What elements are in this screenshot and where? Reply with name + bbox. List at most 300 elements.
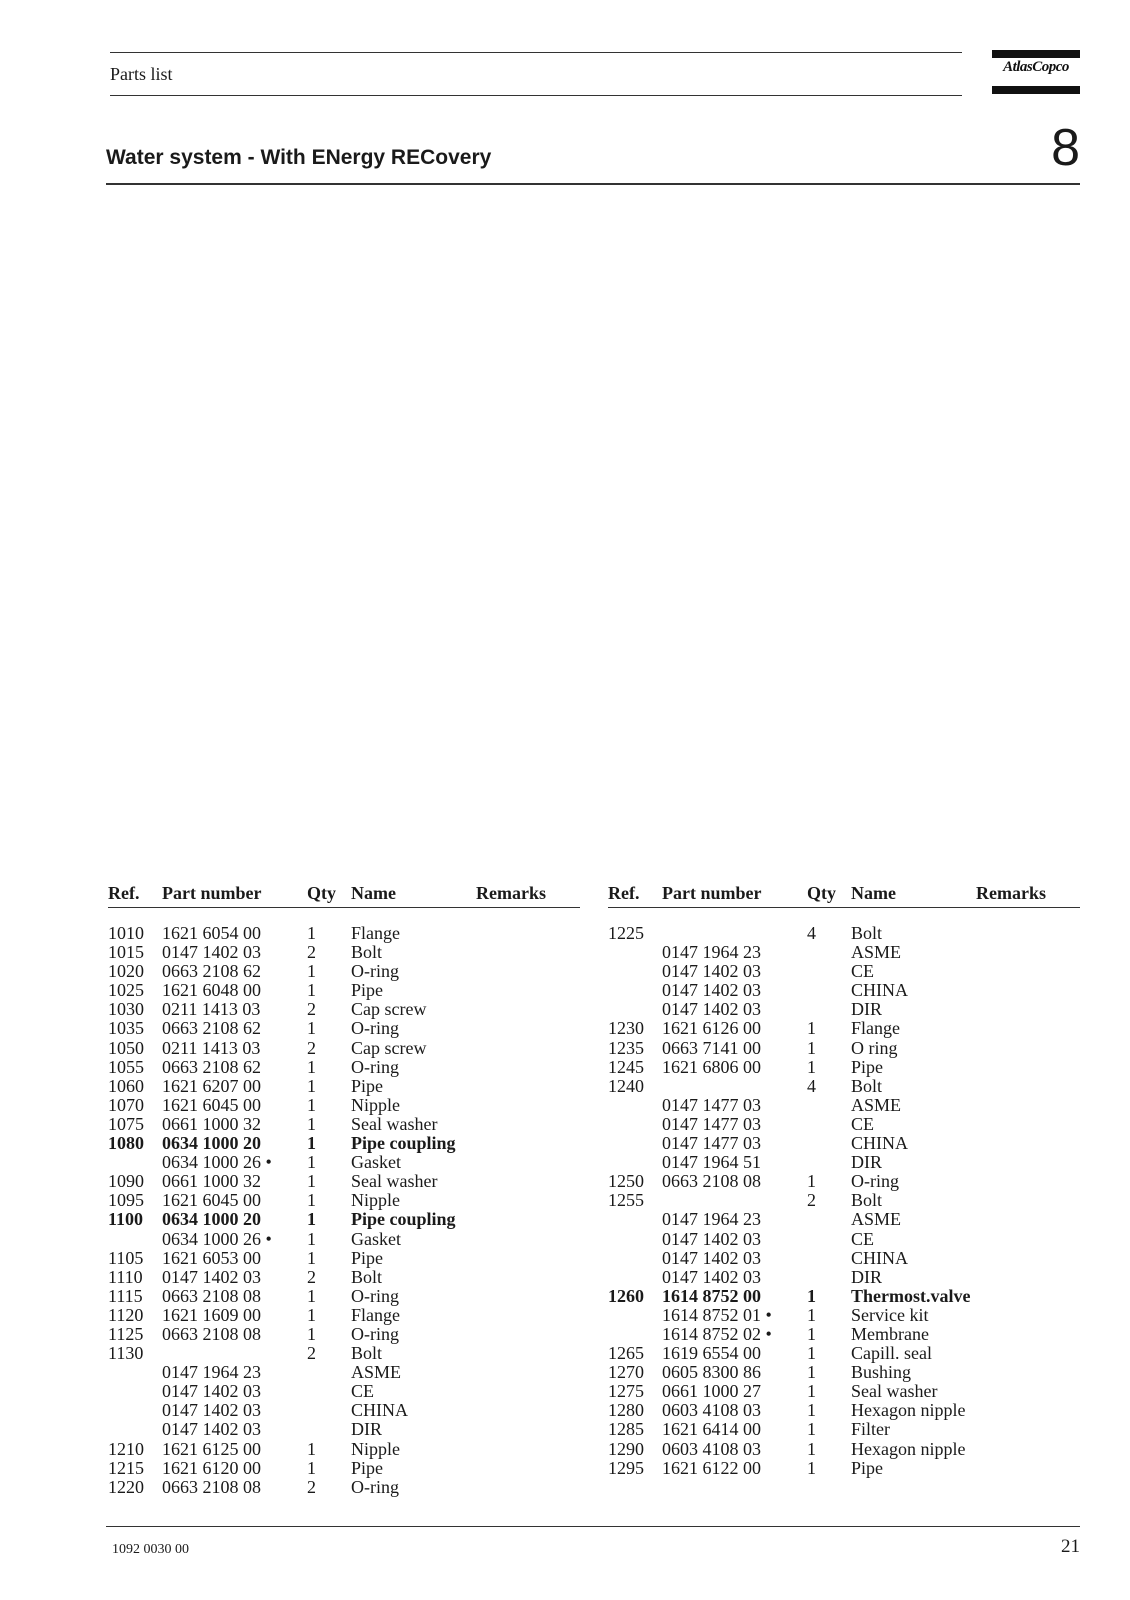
- remarks-cell: [476, 1019, 580, 1038]
- name-cell: Bolt: [851, 1190, 883, 1211]
- name-cell: Pipe: [851, 1056, 884, 1077]
- part-number-cell: 0147 1402 03: [162, 1419, 261, 1440]
- name-cell: O-ring: [351, 1285, 399, 1306]
- qty-cell: 1: [307, 1323, 316, 1344]
- part-number-cell: 1619 6554 00: [662, 1343, 761, 1364]
- column-header-name: Name: [851, 882, 976, 908]
- name-cell: O-ring: [351, 961, 399, 982]
- table-spacer: [608, 908, 1080, 925]
- name-cell: DIR: [851, 999, 882, 1020]
- part-number-cell: 1621 6120 00: [162, 1457, 261, 1478]
- table-row: [608, 1000, 1080, 1019]
- ref-cell: 1060: [108, 1075, 144, 1096]
- name-cell: ASME: [851, 1094, 902, 1115]
- remarks-cell: [476, 1363, 580, 1382]
- column-header-remarks: Remarks: [976, 882, 1080, 908]
- part-number-cell: [662, 1191, 807, 1210]
- ref-cell: 1285: [608, 1419, 644, 1440]
- remarks-cell: [976, 1077, 1080, 1096]
- remarks-cell: [476, 962, 580, 981]
- qty-cell: 1: [307, 1018, 316, 1039]
- remarks-cell: [976, 1153, 1080, 1172]
- ref-cell: 1280: [608, 1400, 644, 1421]
- name-cell: Pipe: [351, 980, 384, 1001]
- part-number-cell: 0663 2108 62: [162, 961, 261, 982]
- ref-cell: [608, 1210, 662, 1229]
- part-number-cell: 0211 1413 03: [162, 1037, 261, 1058]
- name-cell: DIR: [851, 1266, 882, 1287]
- name-cell: Pipe: [351, 1075, 384, 1096]
- name-cell: Bushing: [851, 1362, 912, 1383]
- ref-cell: [608, 943, 662, 962]
- name-cell: Capill. seal: [851, 1343, 932, 1364]
- ref-cell: 1230: [608, 1018, 644, 1039]
- footer-doc-number: 1092 0030 00: [112, 1542, 189, 1557]
- remarks-cell: [976, 1459, 1080, 1478]
- qty-cell: 2: [307, 1037, 316, 1058]
- ref-cell: [108, 1382, 162, 1401]
- table-row: [608, 1077, 1080, 1096]
- parts-table-left: [108, 882, 580, 1497]
- section-number: 8: [1051, 119, 1080, 177]
- part-number-cell: 0147 1402 03: [162, 942, 261, 963]
- part-number-cell: 0634 1000 20: [162, 1209, 261, 1230]
- name-cell: Bolt: [851, 1075, 883, 1096]
- qty-cell: [807, 1268, 851, 1287]
- ref-cell: 1210: [108, 1438, 144, 1459]
- qty-cell: 1: [307, 1171, 316, 1192]
- remarks-cell: [976, 1382, 1080, 1401]
- atlas-copco-logo: [992, 50, 1080, 94]
- name-cell: CE: [851, 961, 875, 982]
- remarks-cell: [476, 1210, 580, 1229]
- table-row: [108, 1287, 580, 1306]
- name-cell: Hexagon nipple: [851, 1438, 966, 1459]
- name-cell: Thermost.valve: [851, 1285, 971, 1306]
- qty-cell: 2: [307, 1343, 316, 1364]
- qty-cell: [807, 1000, 851, 1019]
- header-label: Parts list: [110, 64, 173, 84]
- name-cell: Pipe: [851, 1457, 884, 1478]
- qty-cell: 1: [307, 1304, 316, 1325]
- part-number-cell: 1621 6048 00: [162, 980, 261, 1001]
- part-number-cell: 0147 1402 03: [162, 1381, 261, 1402]
- qty-cell: 1: [307, 1094, 316, 1115]
- table-row: [108, 1440, 580, 1459]
- part-number-cell: 1621 6126 00: [662, 1018, 761, 1039]
- name-cell: DIR: [851, 1152, 882, 1173]
- ref-cell: 1215: [108, 1457, 144, 1478]
- part-number-cell: 0147 1477 03: [662, 1094, 761, 1115]
- remarks-cell: [476, 1478, 580, 1497]
- qty-cell: 1: [807, 1037, 816, 1058]
- remarks-cell: [976, 1058, 1080, 1077]
- qty-cell: 1: [307, 923, 316, 943]
- part-number-cell: 0663 2108 08: [162, 1285, 261, 1306]
- remarks-cell: [476, 1058, 580, 1077]
- qty-cell: 1: [307, 1190, 316, 1211]
- name-cell: O-ring: [351, 1056, 399, 1077]
- part-number-cell: 1621 6122 00: [662, 1457, 761, 1478]
- ref-cell: [608, 1096, 662, 1115]
- remarks-cell: [976, 1134, 1080, 1153]
- ref-cell: 1290: [608, 1438, 644, 1459]
- name-cell: Hexagon nipple: [851, 1400, 966, 1421]
- part-number-cell: 0634 1000 26 •: [162, 1152, 272, 1173]
- table-row: [108, 1077, 580, 1096]
- remarks-cell: [476, 1191, 580, 1210]
- ref-cell: 1220: [108, 1476, 144, 1497]
- remarks-cell: [476, 1440, 580, 1459]
- ref-cell: [608, 981, 662, 1000]
- table-row: [608, 981, 1080, 1000]
- remarks-cell: [476, 1039, 580, 1058]
- part-number-cell: 0663 2108 62: [162, 1056, 261, 1077]
- qty-cell: 1: [307, 1228, 316, 1249]
- table-header-row: [108, 882, 580, 908]
- qty-cell: 1: [807, 1343, 816, 1364]
- remarks-cell: [476, 1420, 580, 1439]
- name-cell: Gasket: [351, 1152, 401, 1173]
- table-row: [608, 1440, 1080, 1459]
- remarks-cell: [476, 1172, 580, 1191]
- table-row: [608, 1191, 1080, 1210]
- name-cell: Bolt: [851, 923, 883, 943]
- remarks-cell: [476, 1287, 580, 1306]
- name-cell: Membrane: [851, 1323, 929, 1344]
- remarks-cell: [976, 1306, 1080, 1325]
- table-row: [608, 1058, 1080, 1077]
- table-row: [108, 1401, 580, 1420]
- ref-cell: 1240: [608, 1075, 644, 1096]
- name-cell: Flange: [351, 1304, 400, 1325]
- part-number-cell: 0147 1402 03: [662, 1228, 761, 1249]
- table-row: [108, 1115, 580, 1134]
- remarks-cell: [976, 1000, 1080, 1019]
- remarks-cell: [976, 1210, 1080, 1229]
- table-row: [608, 1344, 1080, 1363]
- remarks-cell: [976, 1401, 1080, 1420]
- qty-cell: [807, 1134, 851, 1153]
- name-cell: Nipple: [351, 1094, 400, 1115]
- part-number-cell: 0147 1964 23: [662, 1209, 761, 1230]
- table-row: [108, 1459, 580, 1478]
- remarks-cell: [976, 1325, 1080, 1344]
- part-number-cell: 0147 1477 03: [662, 1133, 761, 1154]
- part-number-cell: 0663 2108 08: [162, 1476, 261, 1497]
- ref-cell: 1115: [108, 1285, 143, 1306]
- ref-cell: [108, 1363, 162, 1382]
- name-cell: Pipe coupling: [351, 1133, 456, 1154]
- name-cell: Bolt: [351, 942, 383, 963]
- table-row: [108, 1420, 580, 1439]
- section-rule: [106, 183, 1080, 185]
- name-cell: ASME: [851, 1209, 902, 1230]
- table-row: [108, 1134, 580, 1153]
- table-row: [608, 1287, 1080, 1306]
- table-row: [608, 1153, 1080, 1172]
- name-cell: Filter: [851, 1419, 890, 1440]
- qty-cell: 1: [307, 1247, 316, 1268]
- ref-cell: [608, 1325, 662, 1344]
- illustration-area: [106, 200, 1080, 860]
- table-row: [108, 1096, 580, 1115]
- table-row: [608, 1268, 1080, 1287]
- ref-cell: [608, 1268, 662, 1287]
- qty-cell: [807, 981, 851, 1000]
- ref-cell: [108, 1153, 162, 1172]
- part-number-cell: 1621 6414 00: [662, 1419, 761, 1440]
- ref-cell: 1235: [608, 1037, 644, 1058]
- table-row: [108, 1153, 580, 1172]
- remarks-cell: [976, 1344, 1080, 1363]
- column-header-ref: Ref.: [108, 882, 162, 908]
- part-number-cell: 0147 1477 03: [662, 1113, 761, 1134]
- ref-cell: 1225: [608, 923, 644, 943]
- ref-cell: 1080: [108, 1133, 144, 1154]
- name-cell: Bolt: [351, 1343, 383, 1364]
- ref-cell: 1130: [108, 1343, 144, 1364]
- qty-cell: [807, 1153, 851, 1172]
- part-number-cell: 0147 1402 03: [662, 999, 761, 1020]
- remarks-cell: [976, 1019, 1080, 1038]
- name-cell: ASME: [851, 942, 902, 963]
- part-number-cell: 0661 1000 32: [162, 1171, 261, 1192]
- part-number-cell: 1621 6053 00: [162, 1247, 261, 1268]
- table-row: [608, 1459, 1080, 1478]
- name-cell: O-ring: [351, 1476, 399, 1497]
- table-row: [108, 1019, 580, 1038]
- ref-cell: [608, 962, 662, 981]
- part-number-cell: 0634 1000 26 •: [162, 1228, 272, 1249]
- name-cell: Cap screw: [351, 1037, 427, 1058]
- qty-cell: 2: [307, 1266, 316, 1287]
- qty-cell: 2: [307, 1476, 316, 1497]
- table-row: [108, 1363, 580, 1382]
- name-cell: Seal washer: [851, 1381, 938, 1402]
- table-row: [108, 1000, 580, 1019]
- qty-cell: 1: [307, 1075, 316, 1096]
- table-row: [608, 1420, 1080, 1439]
- ref-cell: [608, 1306, 662, 1325]
- part-number-cell: 0634 1000 20: [162, 1133, 261, 1154]
- table-row: [108, 1306, 580, 1325]
- parts-table-right: [608, 882, 1080, 1478]
- qty-cell: [307, 1363, 351, 1382]
- part-number-cell: 0147 1402 03: [662, 1247, 761, 1268]
- table-row: [108, 1210, 580, 1229]
- qty-cell: 1: [807, 1438, 816, 1459]
- remarks-cell: [476, 1306, 580, 1325]
- remarks-cell: [976, 1287, 1080, 1306]
- part-number-cell: 1621 6045 00: [162, 1190, 261, 1211]
- ref-cell: 1120: [108, 1304, 144, 1325]
- column-header-remarks: Remarks: [476, 882, 580, 908]
- name-cell: CE: [851, 1228, 875, 1249]
- header-top-rule: [110, 52, 962, 53]
- qty-cell: 1: [307, 980, 316, 1001]
- qty-cell: 1: [807, 1304, 816, 1325]
- table-row: [108, 1039, 580, 1058]
- name-cell: Gasket: [351, 1228, 401, 1249]
- qty-cell: [807, 943, 851, 962]
- table-row: [108, 1058, 580, 1077]
- name-cell: CE: [351, 1381, 375, 1402]
- part-number-cell: 0147 1964 23: [162, 1362, 261, 1383]
- part-number-cell: [662, 924, 807, 943]
- part-number-cell: 0603 4108 03: [662, 1438, 761, 1459]
- remarks-cell: [976, 1363, 1080, 1382]
- remarks-cell: [476, 1000, 580, 1019]
- name-cell: Nipple: [351, 1438, 400, 1459]
- table-row: [108, 1344, 580, 1363]
- ref-cell: 1260: [608, 1285, 644, 1306]
- name-cell: O ring: [851, 1037, 898, 1058]
- ref-cell: [608, 1134, 662, 1153]
- table-row: [108, 924, 580, 943]
- table-row: [608, 1325, 1080, 1344]
- table-row: [608, 1210, 1080, 1229]
- name-cell: Pipe: [351, 1247, 384, 1268]
- remarks-cell: [476, 1115, 580, 1134]
- name-cell: Bolt: [351, 1266, 383, 1287]
- ref-cell: 1265: [608, 1343, 644, 1364]
- remarks-cell: [976, 1230, 1080, 1249]
- ref-cell: 1010: [108, 923, 144, 943]
- name-cell: O-ring: [851, 1171, 899, 1192]
- ref-cell: 1090: [108, 1171, 144, 1192]
- header-bottom-rule: [110, 95, 962, 96]
- ref-cell: [608, 1000, 662, 1019]
- part-number-cell: 0661 1000 32: [162, 1113, 261, 1134]
- remarks-cell: [976, 1172, 1080, 1191]
- qty-cell: [307, 1382, 351, 1401]
- name-cell: Service kit: [851, 1304, 929, 1325]
- ref-cell: [608, 1153, 662, 1172]
- part-number-cell: 0147 1402 03: [162, 1400, 261, 1421]
- ref-cell: 1110: [108, 1266, 143, 1287]
- remarks-cell: [476, 1325, 580, 1344]
- remarks-cell: [976, 1268, 1080, 1287]
- ref-cell: 1250: [608, 1171, 644, 1192]
- table-header-row: [608, 882, 1080, 908]
- table-row: [608, 1363, 1080, 1382]
- ref-cell: 1275: [608, 1381, 644, 1402]
- column-header-ref: Ref.: [608, 882, 662, 908]
- remarks-cell: [976, 1420, 1080, 1439]
- table-row: [608, 1230, 1080, 1249]
- logo-text: AtlasCopco: [1003, 59, 1069, 75]
- name-cell: Pipe: [351, 1457, 384, 1478]
- name-cell: CE: [851, 1113, 875, 1134]
- table-row: [108, 962, 580, 981]
- ref-cell: 1125: [108, 1323, 144, 1344]
- name-cell: DIR: [351, 1419, 382, 1440]
- ref-cell: 1025: [108, 980, 144, 1001]
- name-cell: Pipe coupling: [351, 1209, 456, 1230]
- ref-cell: 1070: [108, 1094, 144, 1115]
- ref-cell: 1075: [108, 1113, 144, 1134]
- ref-cell: 1055: [108, 1056, 144, 1077]
- remarks-cell: [976, 981, 1080, 1000]
- ref-cell: 1095: [108, 1190, 144, 1211]
- qty-cell: [807, 1115, 851, 1134]
- part-number-cell: 0147 1402 03: [662, 980, 761, 1001]
- table-row: [608, 1039, 1080, 1058]
- remarks-cell: [476, 1344, 580, 1363]
- qty-cell: 1: [307, 1152, 316, 1173]
- qty-cell: 1: [807, 1323, 816, 1344]
- part-number-cell: [162, 1344, 307, 1363]
- ref-cell: 1270: [608, 1362, 644, 1383]
- qty-cell: 1: [307, 1457, 316, 1478]
- name-cell: ASME: [351, 1362, 402, 1383]
- remarks-cell: [476, 943, 580, 962]
- part-number-cell: 0663 2108 08: [162, 1323, 261, 1344]
- remarks-cell: [476, 1382, 580, 1401]
- part-number-cell: 0147 1402 03: [162, 1266, 261, 1287]
- remarks-cell: [976, 1191, 1080, 1210]
- ref-cell: 1245: [608, 1056, 644, 1077]
- part-number-cell: 0147 1964 23: [662, 942, 761, 963]
- part-number-cell: 0211 1413 03: [162, 999, 261, 1020]
- column-header-part-number: Part number: [162, 882, 307, 908]
- part-number-cell: 0661 1000 27: [662, 1381, 761, 1402]
- part-number-cell: 1621 6045 00: [162, 1094, 261, 1115]
- column-header-part-number: Part number: [662, 882, 807, 908]
- remarks-cell: [476, 1096, 580, 1115]
- remarks-cell: [476, 1459, 580, 1478]
- table-row: [608, 1019, 1080, 1038]
- part-number-cell: 1621 6125 00: [162, 1438, 261, 1459]
- table-row: [608, 1115, 1080, 1134]
- name-cell: Flange: [851, 1018, 900, 1039]
- qty-cell: [807, 1249, 851, 1268]
- name-cell: CHINA: [351, 1400, 408, 1421]
- ref-cell: 1050: [108, 1037, 144, 1058]
- qty-cell: [807, 1096, 851, 1115]
- remarks-cell: [476, 1134, 580, 1153]
- ref-cell: 1015: [108, 942, 144, 963]
- qty-cell: 1: [807, 1018, 816, 1039]
- name-cell: Nipple: [351, 1190, 400, 1211]
- remarks-cell: [476, 1268, 580, 1287]
- table-row: [108, 1249, 580, 1268]
- remarks-cell: [476, 1401, 580, 1420]
- qty-cell: 1: [807, 1362, 816, 1383]
- part-number-cell: 0663 7141 00: [662, 1037, 761, 1058]
- ref-cell: [108, 1420, 162, 1439]
- qty-cell: 1: [307, 1056, 316, 1077]
- column-header-qty: Qty: [807, 882, 851, 908]
- remarks-cell: [476, 981, 580, 1000]
- remarks-cell: [476, 1230, 580, 1249]
- ref-cell: 1100: [108, 1209, 144, 1230]
- qty-cell: 2: [807, 1190, 816, 1211]
- table-row: [608, 1401, 1080, 1420]
- remarks-cell: [476, 1249, 580, 1268]
- name-cell: O-ring: [351, 1018, 399, 1039]
- qty-cell: 2: [307, 942, 316, 963]
- part-number-cell: 0147 1402 03: [662, 961, 761, 982]
- table-row: [108, 1191, 580, 1210]
- ref-cell: 1030: [108, 999, 144, 1020]
- table-row: [108, 943, 580, 962]
- remarks-cell: [976, 924, 1080, 943]
- remarks-cell: [976, 962, 1080, 981]
- qty-cell: 4: [807, 923, 816, 943]
- table-row: [608, 1172, 1080, 1191]
